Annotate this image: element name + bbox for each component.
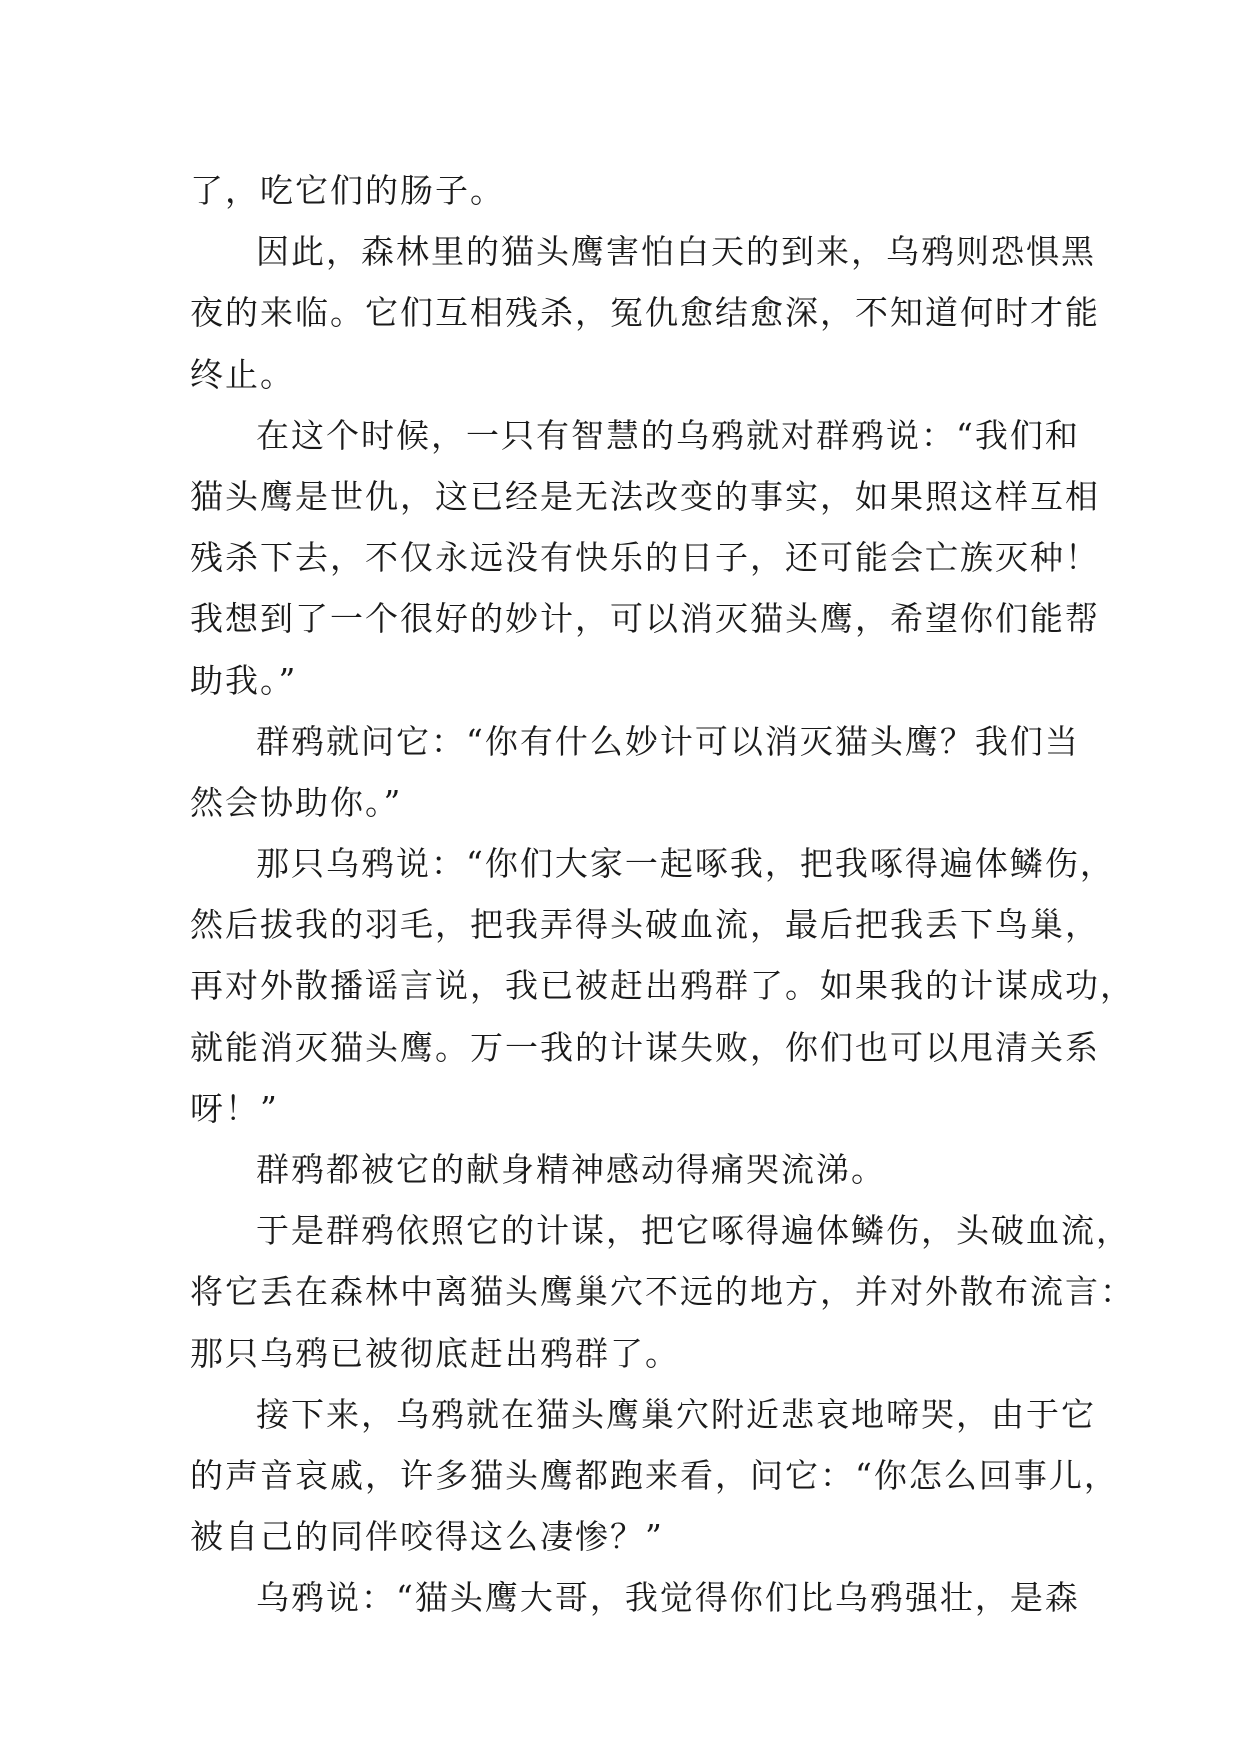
- story-text: [190, 160, 1135, 1629]
- text-line: 就能消灭猫头鹰。万一我的计谋失败，你们也可以甩清关系: [190, 1027, 1100, 1067]
- text-line: 再对外散播谣言说，我已被赶出鸦群了。如果我的计谋成功，: [190, 966, 1135, 1006]
- text-line: 助我。”: [190, 660, 298, 700]
- text-line: 将它丢在森林中离猫头鹰巢穴不远的地方，并对外散布流言：: [190, 1272, 1135, 1312]
- text-line: 被自己的同伴咬得这么凄惨？”: [190, 1517, 664, 1557]
- text-line: 的声音哀戚，许多猫头鹰都跑来看，问它：“你怎么回事儿，: [190, 1455, 1119, 1495]
- text-line: 于是群鸦依照它的计谋，把它啄得遍体鳞伤，头破血流，: [256, 1211, 1131, 1251]
- text-line: 接下来，乌鸦就在猫头鹰巢穴附近悲哀地啼哭，由于它: [256, 1394, 1096, 1434]
- text-line: 了，吃它们的肠子。: [190, 171, 505, 210]
- text-line: 群鸦就问它：“你有什么妙计可以消灭猫头鹰？我们当: [256, 721, 1080, 761]
- text-line: 群鸦都被它的献身精神感动得痛哭流涕。: [256, 1150, 886, 1189]
- text-line: 乌鸦说：“猫头鹰大哥，我觉得你们比乌鸦强壮，是森: [256, 1578, 1080, 1618]
- text-line: 夜的来临。它们互相残杀，冤仇愈结愈深，不知道何时才能: [190, 293, 1100, 333]
- text-line: 终止。: [190, 354, 295, 394]
- text-line: 那只乌鸦说：“你们大家一起啄我，把我啄得遍体鳞伤，: [256, 844, 1115, 884]
- text-line: 在这个时候，一只有智慧的乌鸦就对群鸦说：“我们和: [256, 415, 1080, 455]
- text-line: 我想到了一个很好的妙计，可以消灭猫头鹰，希望你们能帮: [190, 599, 1100, 639]
- text-line: 那只乌鸦已被彻底赶出鸦群了。: [190, 1333, 680, 1373]
- text-line: 因此，森林里的猫头鹰害怕白天的到来，乌鸦则恐惧黑: [256, 232, 1096, 272]
- text-line: 呀！”: [190, 1088, 279, 1128]
- text-line: 猫头鹰是世仇，这已经是无法改变的事实，如果照这样互相: [190, 476, 1100, 516]
- text-line: 然后拔我的羽毛，把我弄得头破血流，最后把我丢下鸟巢，: [190, 905, 1100, 945]
- text-line: 然会协助你。”: [190, 782, 403, 822]
- text-line: 残杀下去，不仅永远没有快乐的日子，还可能会亡族灭种！: [190, 538, 1100, 578]
